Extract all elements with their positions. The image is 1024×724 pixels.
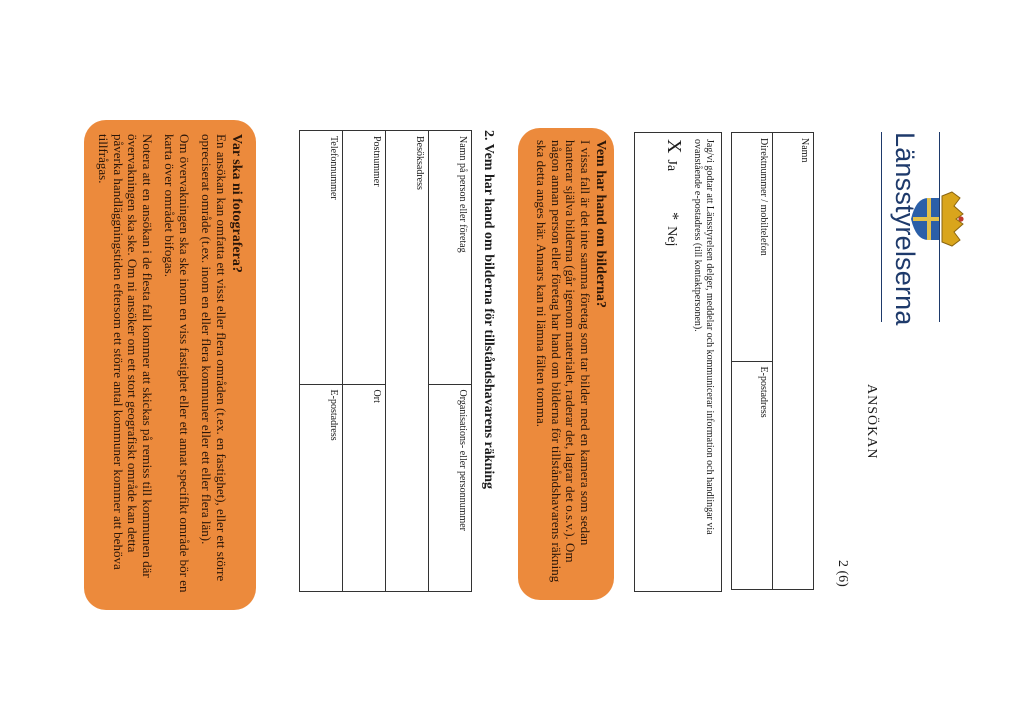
yes-label: Ja <box>664 159 679 172</box>
document-title: ANSÖKAN <box>864 384 879 460</box>
name-field[interactable] <box>773 133 814 590</box>
handler-name-field[interactable] <box>429 131 472 385</box>
brand-rule <box>939 132 940 322</box>
handler-phone-label: Telefonnummer <box>328 136 339 200</box>
city-field[interactable] <box>343 384 386 591</box>
location-paragraph-3: Notera att en ansökan i de flesta fall kommer att skickas på remiss till kommunen där övervakningen ska ske. Om ni ansöker om ett stort geografiskt område kan detta påverka handläggningstiden eftersom ett större antal kommuner kommer att behöva tillfrågas. <box>96 134 155 578</box>
consent-text: Jag/vi godtar att Länsstyrelsen delger, meddelar och kommunicerar information och handlingar via ovanstående e-postadress (till kontaktpersonen). <box>692 139 715 535</box>
consent-box <box>634 132 722 592</box>
visit-address-label: Besöksadress <box>414 136 425 190</box>
handler-email-label: E-postadress <box>328 389 339 441</box>
location-heading: Var ska ni fotografera? <box>229 134 244 273</box>
postal-code-label: Postnummer <box>371 136 382 187</box>
email-label: E-postadress <box>758 366 769 418</box>
no-mark: * <box>664 212 681 221</box>
phone-label: Direktnummer / mobiltelefon <box>758 138 769 256</box>
visit-address-field[interactable] <box>386 131 429 592</box>
phone-field[interactable] <box>732 133 773 362</box>
image-handler-table <box>299 130 472 592</box>
info-heading: Vem har hand om bilderna? <box>593 140 608 309</box>
name-label: Namn <box>799 138 810 163</box>
page-number: 2 (6) <box>835 560 850 587</box>
consent-choices <box>662 133 691 591</box>
section-title: 2. Vem har hand om bilderna för tillståndshavarens räkning <box>481 130 496 490</box>
contact-table <box>731 132 814 590</box>
email-field[interactable] <box>732 361 773 590</box>
info-box-location <box>84 120 256 610</box>
handler-email-field[interactable] <box>300 384 343 591</box>
info-text: I vissa fall är det inte samma företag som tar bilder med en kamera som sedan hanterar själva bilderna (går igenom materialet, raderar det, lagrar det o.s.v.). Om någon annan person eller företag har hand om bilderna för tillståndshavarens räkning ska detta anges här. Annars kan ni lämna fälten tomma. <box>534 140 593 583</box>
city-label: Ort <box>371 389 382 403</box>
postal-code-field[interactable] <box>343 131 386 385</box>
info-box-image-handling <box>518 128 614 600</box>
handler-phone-field[interactable] <box>300 131 343 385</box>
handler-name-label: Namn på person eller företag <box>457 136 468 253</box>
no-checkbox[interactable] <box>663 212 685 246</box>
location-paragraph-1: En ansökan kan omfatta ett visst eller flera områden (t.ex. en fastighet), eller ett större opreciserat område (t.ex. inom en eller flera kommuner eller ett eller flera län). <box>199 134 229 582</box>
location-paragraph-2: Om övervakningen ska ske inom en viss fastighet eller ett annat specifikt område bör en karta över området bifogas. <box>162 134 192 593</box>
yes-mark: X <box>663 139 685 154</box>
brand-rule <box>881 132 882 322</box>
handler-org-field[interactable] <box>429 384 472 591</box>
handler-org-label: Organisations- eller personnummer <box>457 389 468 531</box>
yes-checkbox[interactable] <box>663 139 685 176</box>
no-label: Nej <box>664 226 679 247</box>
brand-name: Länsstyrelserna <box>890 132 920 326</box>
